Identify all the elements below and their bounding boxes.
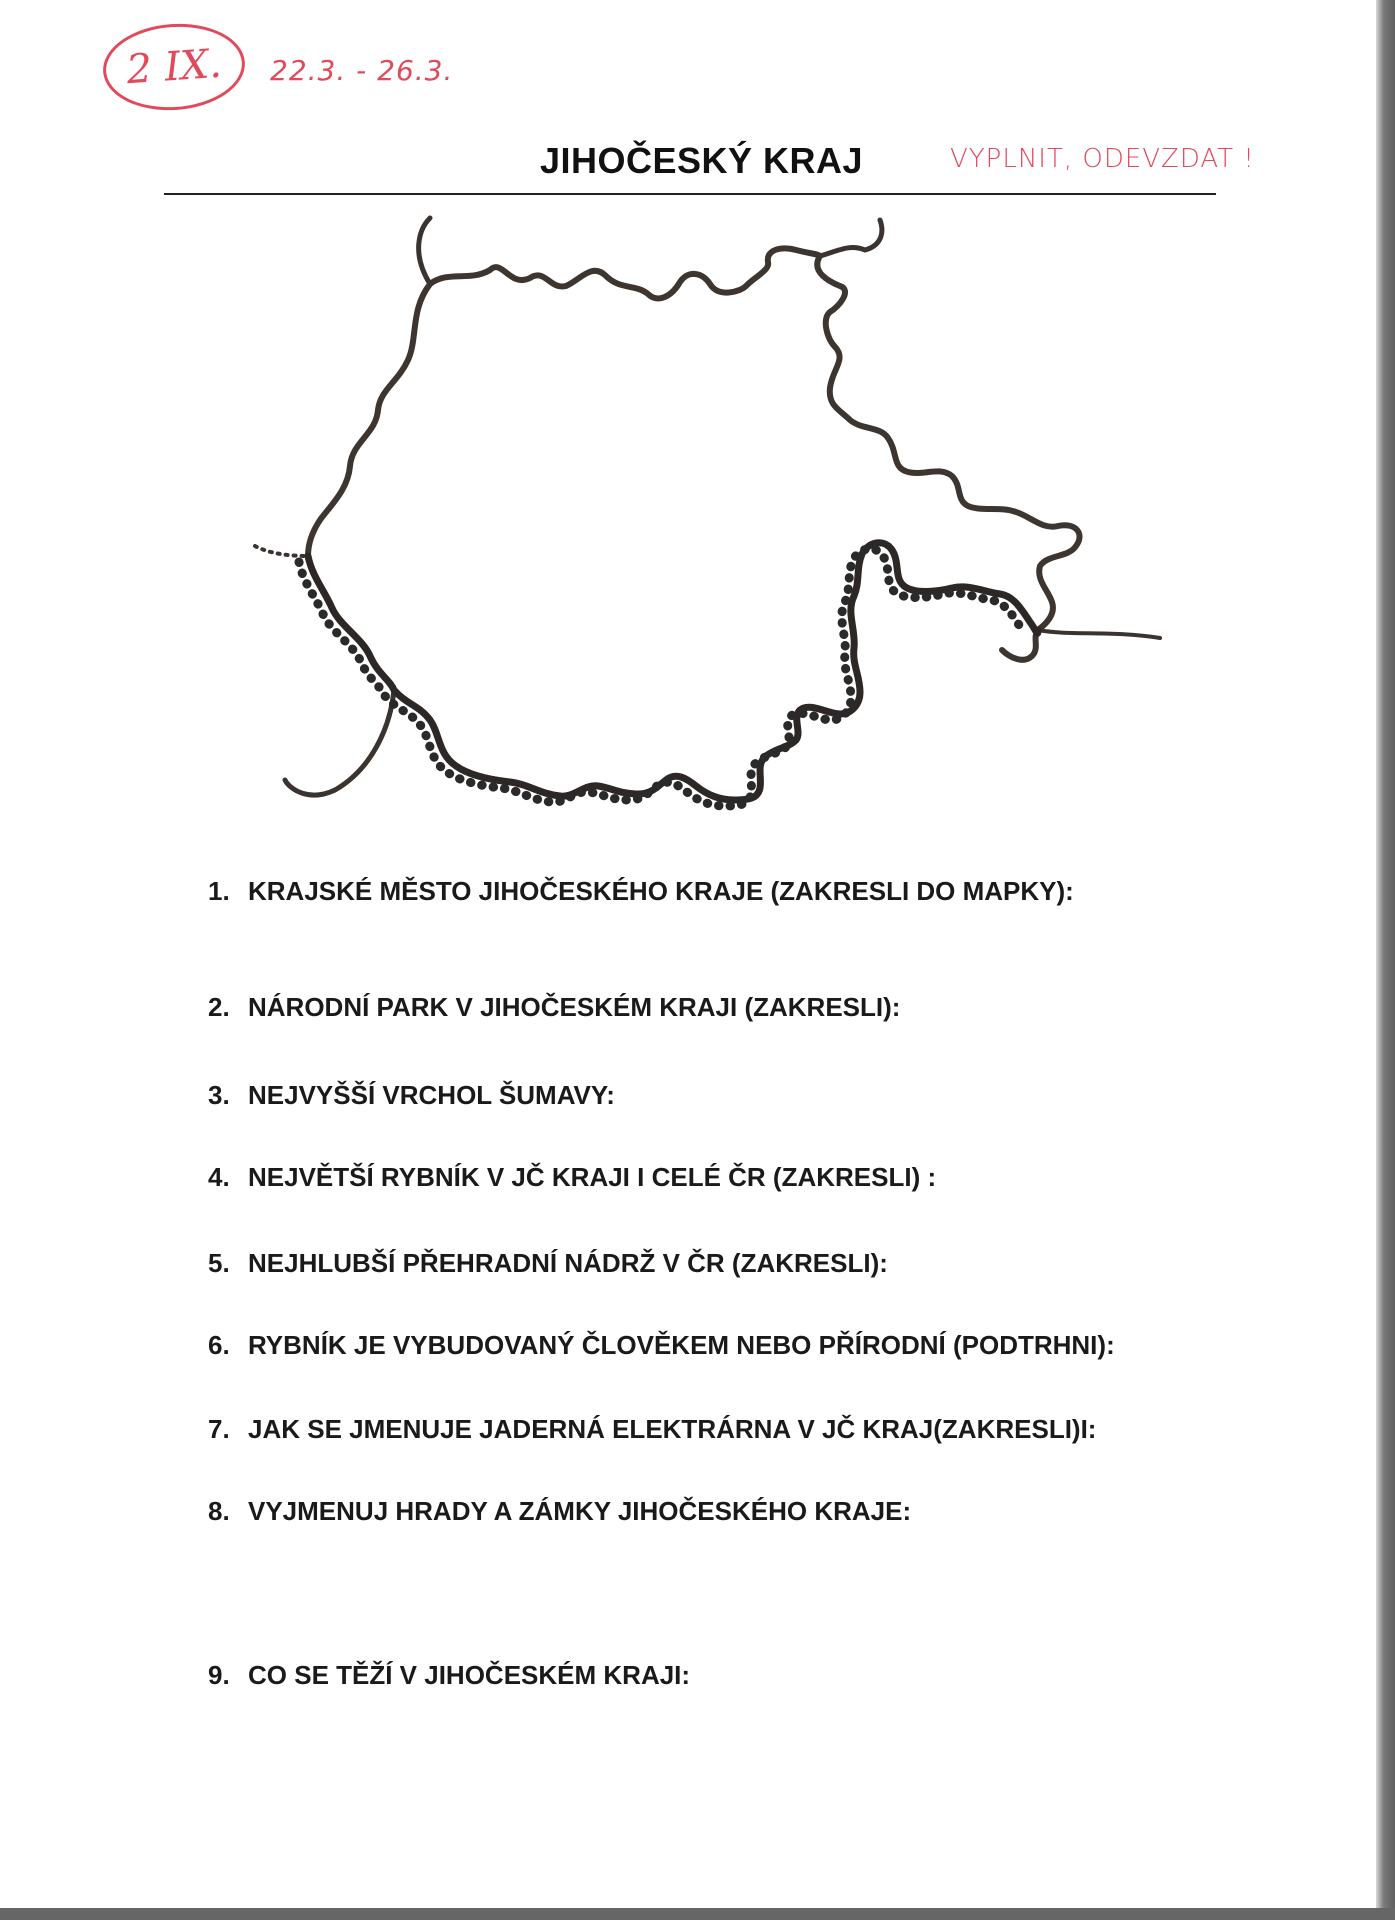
question-number: 4. (208, 1162, 230, 1192)
question-5 (208, 1248, 888, 1279)
question-text: NEJHLUBŠÍ PŘEHRADNÍ NÁDRŽ V ČR (ZAKRESLI): (248, 1248, 888, 1278)
west-border-stub (255, 546, 308, 556)
north-east-border-stub (820, 220, 882, 256)
question-number: 6. (208, 1330, 230, 1360)
region-outline-map (240, 210, 1180, 850)
page-title: JIHOČESKÝ KRAJ (540, 140, 864, 181)
question-text: NEJVYŠŠÍ VRCHOL ŠUMAVY: (248, 1080, 615, 1110)
east-border-stub (1038, 630, 1160, 638)
question-text: CO SE TĚŽÍ V JIHOČESKÉM KRAJI: (248, 1660, 691, 1690)
badge-text: 2 IX. (124, 40, 224, 94)
state-border-dotted (308, 543, 1038, 800)
question-number: 5. (208, 1248, 230, 1278)
question-2 (208, 992, 900, 1023)
question-number: 2. (208, 992, 230, 1022)
question-number: 7. (208, 1414, 230, 1444)
north-west-border-stub (419, 218, 430, 284)
question-text: VYJMENUJ HRADY A ZÁMKY JIHOČESKÉHO KRAJE: (248, 1496, 912, 1526)
question-text: RYBNÍK JE VYBUDOVANÝ ČLOVĚKEM NEBO PŘÍRODNÍ (PODTRHNI): (248, 1330, 1115, 1360)
title-underline (164, 193, 1216, 195)
question-number: 3. (208, 1080, 230, 1110)
question-9 (208, 1660, 690, 1691)
question-3 (208, 1080, 615, 1111)
question-number: 8. (208, 1496, 230, 1526)
south-west-border-stub (285, 690, 394, 795)
question-number: 1. (208, 876, 230, 906)
question-6 (208, 1330, 1115, 1361)
question-text: NEJVĚTŠÍ RYBNÍK V JČ KRAJI I CELÉ ČR (ZAKRESLI) : (248, 1162, 937, 1192)
question-text: NÁRODNÍ PARK V JIHOČESKÉM KRAJI (ZAKRESLI): (248, 992, 901, 1022)
region-border-west (308, 284, 430, 556)
question-1 (208, 876, 1074, 907)
question-text: KRAJSKÉ MĚSTO JIHOČESKÉHO KRAJE (ZAKRESLI DO MAPKY): (248, 876, 1074, 906)
handwritten-dates: 22.3. - 26.3. (270, 54, 454, 87)
question-number: 9. (208, 1660, 230, 1690)
scan-edge-right (1376, 0, 1395, 1920)
question-8 (208, 1496, 911, 1527)
question-4 (208, 1162, 936, 1193)
question-text: JAK SE JMENUJE JADERNÁ ELEKTRÁRNA V JČ KRAJ(ZAKRESLI)I: (248, 1414, 1097, 1444)
date-badge (100, 19, 248, 115)
question-7 (208, 1414, 1096, 1445)
scan-edge-bottom (0, 1908, 1395, 1920)
handwritten-instruction: VYPLNIT, ODEVZDAT ! (950, 144, 1255, 174)
